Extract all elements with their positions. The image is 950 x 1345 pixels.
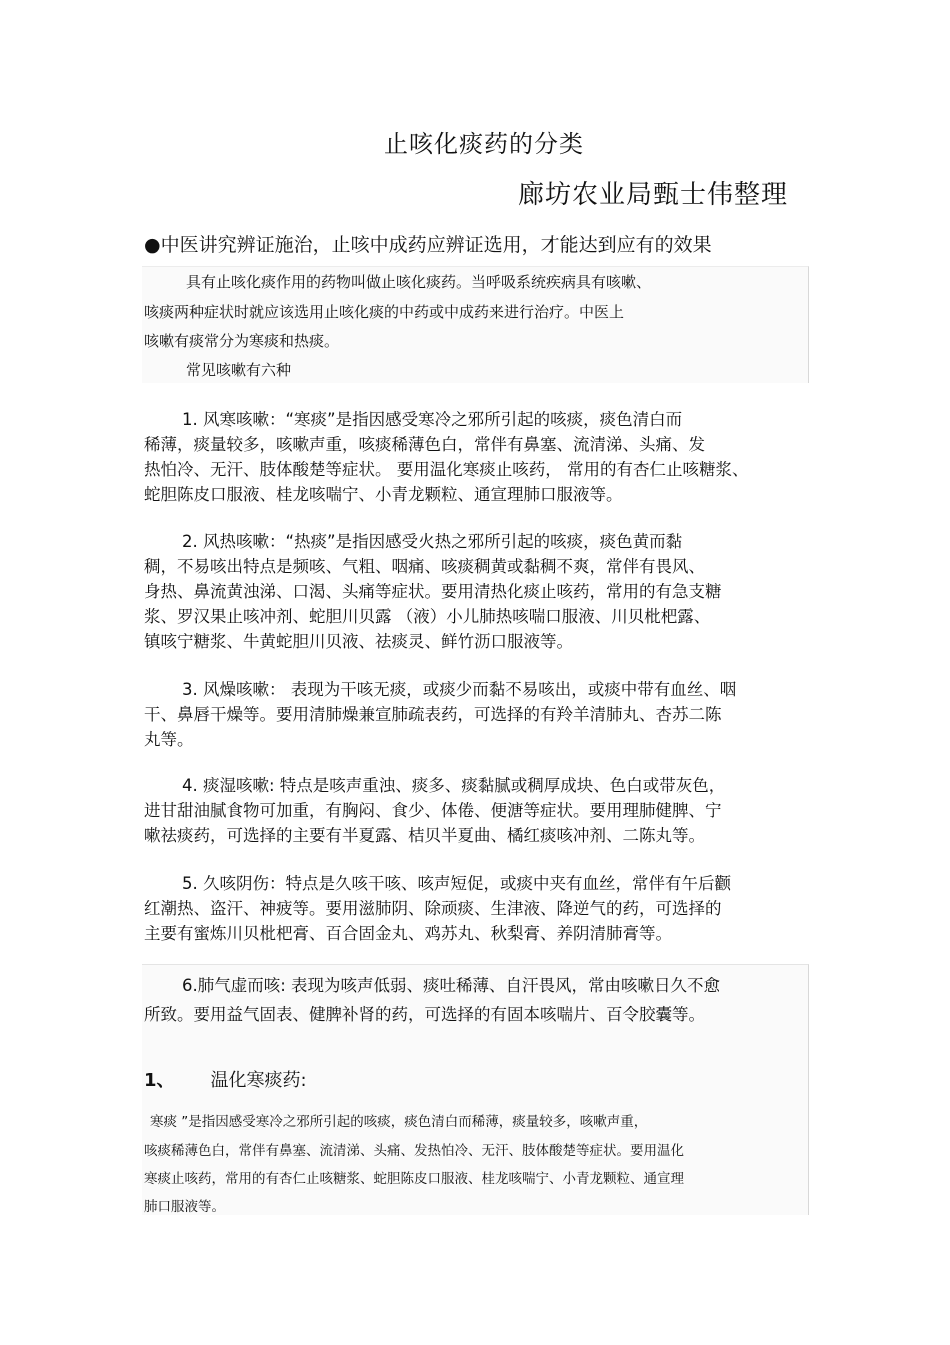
type2-line: 浆、罗汉果止咳冲剂、蛇胆川贝露 （液）小儿肺热咳喘口服液、川贝枇杷露、 xyxy=(144,607,711,626)
headline: ●中医讲究辨证施治，止咳中成药应辨证选用，才能达到应有的效果 xyxy=(144,234,712,256)
page-title: 止咳化痰药的分类 xyxy=(384,130,584,158)
section1-line: 咳痰稀薄色白，常伴有鼻塞、流清涕、头痛、发热怕冷、无汗、肢体酸楚等症状。要用温化 xyxy=(144,1143,684,1159)
type4-line: 嗽祛痰药，可选择的主要有半夏露、桔贝半夏曲、橘红痰咳冲剂、二陈丸等。 xyxy=(144,826,705,845)
type1-line: 蛇胆陈皮口服液、桂龙咳喘宁、小青龙颗粒、通宣理肺口服液等。 xyxy=(144,485,623,504)
section1-line: 寒痰止咳药，常用的有杏仁止咳糖浆、蛇胆陈皮口服液、桂龙咳喘宁、小青龙颗粒、通宣理 xyxy=(144,1171,684,1187)
intro-subheading: 常见咳嗽有六种 xyxy=(186,361,292,379)
type5-line: 5. 久咳阴伤：特点是久咳干咳、咳声短促，或痰中夹有血丝，常伴有午后颧 xyxy=(182,874,731,893)
type5-line: 主要有蜜炼川贝枇杷膏、百合固金丸、鸡苏丸、秋梨膏、养阴清肺膏等。 xyxy=(144,924,672,943)
type2-line: 身热、鼻流黄浊涕、口渴、头痛等症状。要用清热化痰止咳药，常用的有急支糖 xyxy=(144,582,722,601)
type6-line: 所致。要用益气固表、健脾补肾的药，可选择的有固本咳喘片、百令胶囊等。 xyxy=(144,1005,705,1024)
section1-heading xyxy=(144,1066,307,1092)
author-line: 廊坊农业局甄士伟整理 xyxy=(517,180,788,210)
type4-line: 进甘甜油腻食物可加重，有胸闷、食少、体倦、便溏等症状。要用理肺健脾、宁 xyxy=(144,801,722,820)
intro-line: 具有止咳化痰作用的药物叫做止咳化痰药。当呼吸系统疾病具有咳嗽、 xyxy=(186,273,652,291)
type3-line: 干、鼻唇干燥等。要用清肺燥兼宣肺疏表药，可选择的有羚羊清肺丸、杏苏二陈 xyxy=(144,705,722,724)
type4-line: 4. 痰湿咳嗽: 特点是咳声重浊、痰多、痰黏腻或稠厚成块、色白或带灰色， xyxy=(182,776,726,795)
type2-line: 镇咳宁糖浆、牛黄蛇胆川贝液、祛痰灵、鲜竹沥口服液等。 xyxy=(144,632,573,651)
type2-line: 2. 风热咳嗽：“热痰”是指因感受火热之邪所引起的咳痰，痰色黄而黏 xyxy=(182,532,683,551)
type1-line: 热怕冷、无汗、肢体酸楚等症状。 要用温化寒痰止咳药， 常用的有杏仁止咳糖浆、 xyxy=(144,460,749,479)
type6-line: 6.肺气虚而咳: 表现为咳声低弱、痰吐稀薄、自汗畏风，常由咳嗽日久不愈 xyxy=(182,976,721,995)
section1-line: 寒痰 ”是指因感受寒冷之邪所引起的咳痰，痰色清白而稀薄，痰量较多，咳嗽声重， xyxy=(150,1114,648,1130)
type1-line: 1. 风寒咳嗽：“寒痰”是指因感受寒冷之邪所引起的咳痰，痰色清白而 xyxy=(182,410,683,429)
intro-line: 咳痰两种症状时就应该选用止咳化痰的中药或中成药来进行治疗。中医上 xyxy=(144,303,625,321)
section1-title: 温化寒痰药: xyxy=(210,1070,307,1091)
type3-line: 3. 风燥咳嗽： 表现为干咳无痰，或痰少而黏不易咳出，或痰中带有血丝、咽 xyxy=(182,680,737,699)
type5-line: 红潮热、盗汗、神疲等。要用滋肺阴、除顽痰、生津液、降逆气的药，可选择的 xyxy=(144,899,722,918)
section1-line: 肺口服液等。 xyxy=(144,1199,225,1215)
type3-line: 丸等。 xyxy=(144,730,194,749)
type1-line: 稀薄，痰量较多，咳嗽声重，咳痰稀薄色白，常伴有鼻塞、流清涕、头痛、发 xyxy=(144,435,705,454)
type2-line: 稠，不易咳出特点是频咳、气粗、咽痛、咳痰稠黄或黏稠不爽，常伴有畏风、 xyxy=(144,557,705,576)
section1-number: 1、 xyxy=(144,1070,175,1091)
intro-line: 咳嗽有痰常分为寒痰和热痰。 xyxy=(144,332,340,350)
